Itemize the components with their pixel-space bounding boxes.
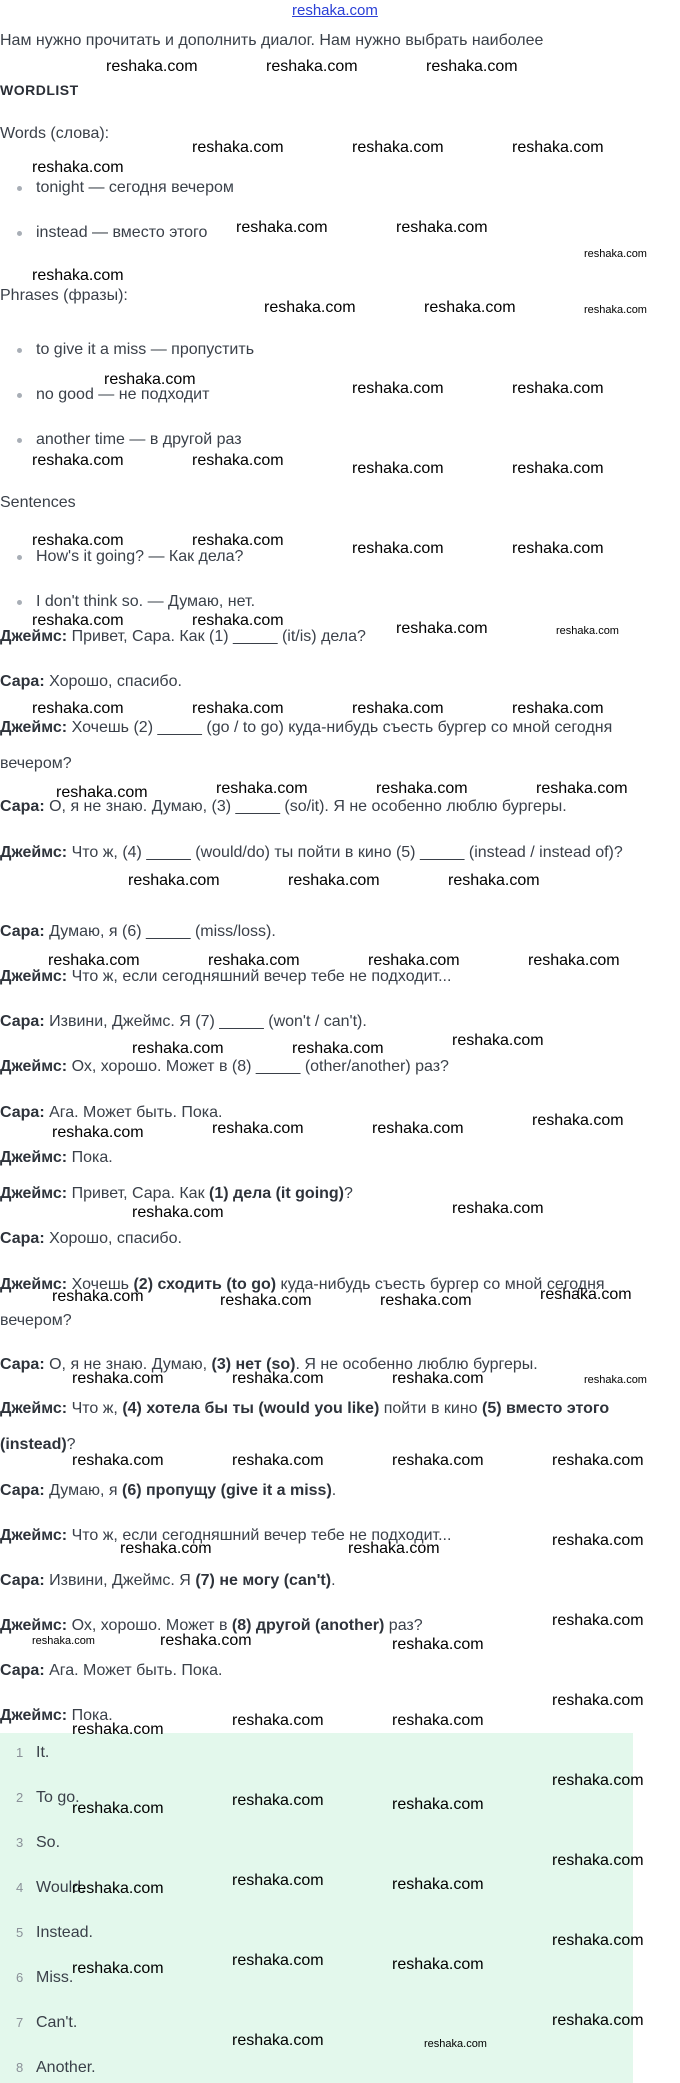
speaker-label: Сара: [0,1230,45,1247]
bullet-icon [17,438,22,443]
speaker-label: Джеймс: [0,1185,68,1202]
answer-highlight: (6) пропущу (give it a miss) [122,1482,332,1499]
watermark: reshaka.com [192,452,284,469]
bullet-icon [17,348,22,353]
watermark: reshaka.com [512,460,604,477]
speaker-label: Сара: [0,1482,45,1499]
watermark: reshaka.com [232,1712,324,1729]
watermark: reshaka.com [512,139,604,156]
watermark: reshaka.com [552,1932,644,1949]
solved-line [0,1229,182,1249]
line-text: Ох, хорошо. Может в [67,1617,232,1634]
answer-value: It. [36,1744,50,1761]
line-text: . [331,1482,337,1499]
speaker-label: Джеймс: [0,1400,68,1417]
watermark: reshaka.com [32,159,124,176]
answer-value: Would. [36,1879,86,1896]
watermark: reshaka.com [104,371,196,388]
sentences-title: Sentences [0,494,76,511]
watermark: reshaka.com [72,1370,164,1387]
phrase-item: to give it a miss — пропустить [36,341,255,358]
watermark: reshaka.com [132,1204,224,1221]
watermark: reshaka.com [452,1032,544,1049]
speaker-label: Джеймс: [0,1707,68,1724]
watermark: reshaka.com [552,1772,644,1789]
watermark: reshaka.com [106,58,198,75]
answer-number: 5 [16,1925,24,1940]
sentence-item: How's it going? — Как дела? [36,548,244,565]
watermark: reshaka.com [424,2038,487,2050]
dialogue-line [0,1012,367,1032]
watermark: reshaka.com [540,1286,632,1303]
watermark: reshaka.com [452,1200,544,1217]
line-text: Ага. Может быть. Пока. [44,1104,223,1121]
watermark: reshaka.com [584,304,647,316]
line-text: Пока. [67,1149,113,1166]
watermark: reshaka.com [512,700,604,717]
watermark: reshaka.com [72,1880,164,1897]
watermark: reshaka.com [120,1540,212,1557]
watermark: reshaka.com [424,299,516,316]
line-text: Пока. [67,1707,113,1724]
watermark: reshaka.com [352,380,444,397]
line-text: Хочешь (2) _____ (go / to go) куда-нибудь съесть бургер со мной сегодня вечером? [0,719,613,772]
word-item: instead — вместо этого [36,224,208,241]
line-text: Извини, Джеймс. Я (7) _____ (won't / can't). [44,1013,367,1030]
watermark: reshaka.com [584,248,647,260]
speaker-label: Джеймс: [0,844,68,861]
answer-highlight: (1) дела (it going) [209,1185,345,1202]
watermark: reshaka.com [556,625,619,637]
watermark: reshaka.com [552,1852,644,1869]
line-text: пойти в кино [379,1400,482,1417]
watermark: reshaka.com [132,1040,224,1057]
watermark: reshaka.com [392,1712,484,1729]
site-link[interactable]: reshaka.com [292,2,378,19]
watermark: reshaka.com [396,219,488,236]
line-text: раз? [384,1617,423,1634]
watermark: reshaka.com [536,780,628,797]
watermark: reshaka.com [552,2012,644,2029]
phrases-title: Phrases (фразы): [0,287,128,304]
dialogue-line [0,835,668,871]
line-text: Думаю, я [44,1482,123,1499]
solved-line [0,1184,353,1204]
line-text: Привет, Сара. Как [67,1185,210,1202]
watermark: reshaka.com [532,1112,624,1129]
watermark: reshaka.com [352,460,444,477]
bullet-icon [17,393,22,398]
watermark: reshaka.com [352,700,444,717]
answer-number: 8 [16,2060,24,2075]
answer-highlight: (3) нет (so) [211,1356,296,1373]
line-text: Хорошо, спасибо. [44,1230,182,1247]
watermark: reshaka.com [528,952,620,969]
answer-highlight: (8) другой (another) [231,1617,385,1634]
phrase-item: another time — в другой раз [36,431,242,448]
answer-value: Another. [36,2059,96,2076]
words-title: Words (слова): [0,125,110,142]
watermark: reshaka.com [264,299,356,316]
speaker-label: Сара: [0,1104,45,1121]
watermark: reshaka.com [396,620,488,637]
dialogue-line [0,922,276,942]
watermark: reshaka.com [232,1452,324,1469]
watermark: reshaka.com [192,612,284,629]
line-text: Ох, хорошо. Может в (8) _____ (other/another) раз? [67,1058,449,1075]
answer-value: To go. [36,1789,80,1806]
line-text: Думаю, я (6) _____ (miss/loss). [44,923,276,940]
speaker-label: Сара: [0,798,45,815]
answer-number: 2 [16,1790,24,1805]
watermark: reshaka.com [32,1635,95,1647]
answer-value: So. [36,1834,61,1851]
watermark: reshaka.com [512,380,604,397]
watermark: reshaka.com [32,612,124,629]
watermark: reshaka.com [392,1452,484,1469]
line-text: Что ж, (4) _____ (would/do) ты пойти в кино (5) _____ (instead / instead of)? [67,844,623,861]
line-text: Хорошо, спасибо. [44,673,182,690]
line-text: ? [344,1185,353,1202]
answer-value: Instead. [36,1924,93,1941]
watermark: reshaka.com [552,1452,644,1469]
watermark: reshaka.com [352,540,444,557]
solved-line [0,1661,222,1681]
watermark: reshaka.com [552,1532,644,1549]
watermark: reshaka.com [392,1370,484,1387]
dialogue-line [0,1148,113,1168]
watermark: reshaka.com [376,780,468,797]
watermark: reshaka.com [48,952,140,969]
solved-line [0,1571,336,1591]
intro-text: Нам нужно прочитать и дополнить диалог. Нам нужно выбрать наиболее [0,32,544,49]
watermark: reshaka.com [32,700,124,717]
watermark: reshaka.com [426,58,518,75]
line-text: О, я не знаю. Думаю, (3) _____ (so/it). Я не особенно люблю бургеры. [44,798,567,815]
watermark: reshaka.com [392,1636,484,1653]
watermark: reshaka.com [392,1956,484,1973]
watermark: reshaka.com [380,1292,472,1309]
answer-value: Can't. [36,2014,78,2031]
watermark: reshaka.com [72,1960,164,1977]
dialogue-line [0,672,182,692]
watermark: reshaka.com [220,1292,312,1309]
watermark: reshaka.com [512,540,604,557]
watermark: reshaka.com [236,219,328,236]
line-text: О, я не знаю. Думаю, [44,1356,212,1373]
line-text: куда-нибудь съесть бургер со мной сегодня вечером? [0,1276,605,1329]
line-text: ? [66,1436,76,1453]
watermark: reshaka.com [32,532,124,549]
watermark: reshaka.com [212,1120,304,1137]
watermark: reshaka.com [192,532,284,549]
answer-highlight: (5) вместо этого (instead) [0,1400,610,1453]
dialogue-line [0,710,668,782]
dialogue-line [0,627,366,647]
watermark: reshaka.com [232,2032,324,2049]
watermark: reshaka.com [232,1792,324,1809]
watermark: reshaka.com [352,139,444,156]
line-text: Что ж, если сегодняшний вечер тебе не подходит... [67,968,452,985]
solved-line [0,1481,336,1501]
speaker-label: Джеймс: [0,1149,68,1166]
speaker-label: Сара: [0,673,45,690]
watermark: reshaka.com [160,1632,252,1649]
watermark: reshaka.com [232,1370,324,1387]
speaker-label: Джеймс: [0,1276,68,1293]
dialogue-line [0,1103,222,1123]
answer-value: Miss. [36,1969,74,1986]
watermark: reshaka.com [372,1120,464,1137]
watermark: reshaka.com [192,700,284,717]
watermark: reshaka.com [392,1876,484,1893]
bullet-icon [17,231,22,236]
watermark: reshaka.com [232,1952,324,1969]
speaker-label: Джеймс: [0,719,68,736]
line-text: Что ж, если сегодняшний вечер тебе не подходит... [67,1527,452,1544]
watermark: reshaka.com [208,952,300,969]
answer-number: 6 [16,1970,24,1985]
word-item: tonight — сегодня вечером [36,179,234,196]
bullet-icon [17,600,22,605]
answer-highlight: (2) сходить (to go) [133,1276,277,1293]
watermark: reshaka.com [552,1612,644,1629]
speaker-label: Сара: [0,1662,45,1679]
line-text: Что ж, [67,1400,123,1417]
watermark: reshaka.com [288,872,380,889]
answer-number: 7 [16,2015,24,2030]
line-text: Привет, Сара. Как (1) _____ (it/is) дела? [67,628,366,645]
bullet-icon [17,186,22,191]
watermark: reshaka.com [52,1124,144,1141]
speaker-label: Джеймс: [0,1058,68,1075]
line-text: . Я не особенно люблю бургеры. [295,1356,538,1373]
answers-panel [0,1733,633,2083]
speaker-label: Джеймс: [0,628,68,645]
watermark: reshaka.com [52,1288,144,1305]
speaker-label: Сара: [0,1572,45,1589]
watermark: reshaka.com [266,58,358,75]
speaker-label: Джеймс: [0,1527,68,1544]
line-text: Извини, Джеймс. Я [44,1572,196,1589]
line-text: . [331,1572,336,1589]
watermark: reshaka.com [192,139,284,156]
answer-number: 4 [16,1880,24,1895]
watermark: reshaka.com [56,784,148,801]
dialogue-line [0,967,451,987]
watermark: reshaka.com [72,1721,164,1738]
answer-highlight: (7) не могу (can't) [195,1572,332,1589]
speaker-label: Джеймс: [0,968,68,985]
watermark: reshaka.com [348,1540,440,1557]
watermark: reshaka.com [392,1796,484,1813]
watermark: reshaka.com [448,872,540,889]
wordlist-heading: WORDLIST [0,82,79,98]
phrase-item: no good — не подходит [36,386,210,403]
answer-number: 1 [16,1745,24,1760]
speaker-label: Сара: [0,1356,45,1373]
line-text: Ага. Может быть. Пока. [44,1662,223,1679]
answer-number: 3 [16,1835,24,1850]
bullet-icon [17,555,22,560]
watermark: reshaka.com [32,452,124,469]
watermark: reshaka.com [368,952,460,969]
sentence-item: I don't think so. — Думаю, нет. [36,593,256,610]
watermark: reshaka.com [32,267,124,284]
watermark: reshaka.com [584,1374,647,1386]
dialogue-line [0,1057,449,1077]
speaker-label: Джеймс: [0,1617,68,1634]
watermark: reshaka.com [72,1800,164,1817]
speaker-label: Сара: [0,1013,45,1030]
watermark: reshaka.com [232,1872,324,1889]
watermark: reshaka.com [128,872,220,889]
watermark: reshaka.com [216,780,308,797]
line-text: Хочешь [67,1276,134,1293]
answer-highlight: (4) хотела бы ты (would you like) [122,1400,380,1417]
speaker-label: Сара: [0,923,45,940]
watermark: reshaka.com [292,1040,384,1057]
watermark: reshaka.com [72,1452,164,1469]
watermark: reshaka.com [552,1692,644,1709]
